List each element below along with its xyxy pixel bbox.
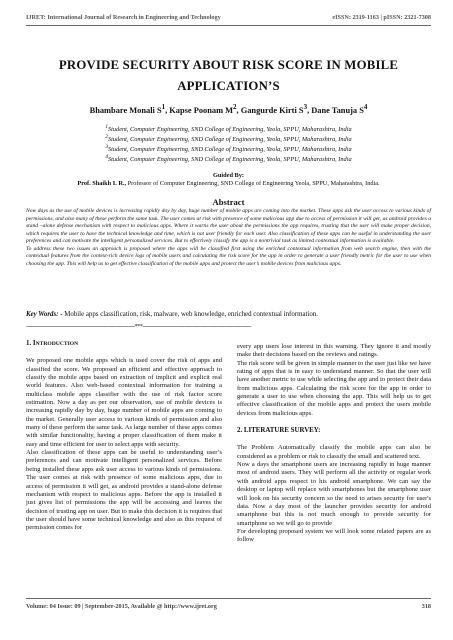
- affiliation-sup: 2: [105, 133, 109, 140]
- paper-title: [26, 55, 431, 97]
- right-column: [237, 343, 431, 545]
- author-2-sup: 2: [233, 103, 237, 111]
- author-4-sup: 4: [363, 103, 368, 111]
- intro-heading: [26, 340, 222, 348]
- affiliation-text: Student, Computer Engineering, SND College of Engineering, Yeola, SPPU, Maharashtra, India: [108, 135, 352, 143]
- keywords-text: Mobile apps classification, risk, malware, web knowledge, enriched contextual information.: [62, 311, 318, 318]
- keywords-label: Key Words: -: [26, 311, 63, 318]
- affiliation-text: Student, Computer Engineering, SND College of Engineering, Yeola, SPPU, Maharashtra, India: [108, 126, 352, 134]
- guided-label: Guided By:: [213, 172, 244, 179]
- page-footer: [26, 603, 431, 610]
- footer-volume: Volume: 04 Issue: 09 | September-2015, Available @ http://www.ijret.org: [26, 603, 217, 610]
- survey-heading: 2. LITERATURE SURVEY:: [237, 427, 321, 435]
- survey-paragraph-3: For developing proposed system we will look some related papers are as follow: [237, 527, 431, 544]
- journal-header: [26, 14, 431, 21]
- intro-heading-rest: NTRODUCTION: [35, 341, 79, 347]
- abstract-body: [26, 208, 431, 268]
- guide-affiliation: Professor of Computer Engineering, SND College of Engineering Yeola, SPPU, Maharashtra, India.: [126, 180, 380, 187]
- guide-line: [26, 180, 431, 188]
- footer-rule: [26, 598, 431, 599]
- intro-paragraph-4: The risk score will be given in simple manner to the user just like we have rating of apps that is in easy to understand manner. So that the user will have another metric to use while selecting the app and to protect their data from malicious apps. Calculating the risk score for the app in order to generate a user to use when choosing the app. This will help us to get effective classification of the mobile apps and protect the users mobile devices from malicious apps.: [237, 359, 431, 417]
- author-4: Dane Tanuja S: [311, 105, 364, 115]
- affiliation: [26, 124, 431, 134]
- keywords: [26, 311, 431, 318]
- affiliation-sup: 4: [105, 153, 109, 160]
- journal-name: IJRET: International Journal of Research in Engineering and Technology: [26, 14, 221, 21]
- affiliation-sup: 1: [105, 124, 109, 130]
- author-1: Bhambare Monali S: [89, 105, 162, 115]
- intro-paragraph-3: every app users lose interest in this warning. They ignore it and mostly make their decisions based on the reviews and ratings.: [237, 343, 431, 359]
- title-line-2: APPLICATION’S: [177, 79, 280, 93]
- author-3: Gangurde Kirti S: [240, 105, 304, 115]
- spacer: [237, 418, 431, 427]
- author-sep: ,: [307, 105, 312, 115]
- author-list: [26, 103, 431, 115]
- intro-paragraph-2: Also classification of these apps can be useful to understanding user’s preferences and can motivate intelligent personalized services. Before being installed these apps ask user access to various kinds of permissions. The user comes at risk with presence of some malicious apps, due to access of permission it will get, as android provides a stand-alone defense mechanism with respect to malicious apps. Before the app is installed it just gives list of permissions the app will be accessing and leaves the decision of trusting app on user. But to make this decision it is requires that the user should have some technical knowledge and also as this request of permission comes for: [26, 449, 222, 532]
- issn: eISSN: 2319-1163 | pISSN: 2321-7308: [332, 14, 431, 21]
- author-2: Kapse Poonam M: [169, 105, 234, 115]
- left-column: [26, 340, 222, 533]
- affiliation-text: Student, Computer Engineering, SND College of Engineering, Yeola, SPPU, Maharashtra, India: [108, 155, 352, 163]
- author-3-sup: 3: [303, 103, 308, 111]
- affiliation-sup: 3: [105, 143, 109, 150]
- affiliation: [26, 134, 431, 144]
- survey-paragraph-1: The Problem Automatically classify the mobile apps can also be considered as a problem or risk to classify the small and scattered text.: [237, 444, 431, 460]
- guided-by: [26, 172, 431, 188]
- survey-paragraph-2: Now a days the smartphone users are increasing rapidly in huge manner most of android users. They will perform all the activity or regular work with android apps respect to his android smartphone. We can say the desktop or laptop will replace with smartphones but the smartphone user will look on his security concern so the need to arises security for user's data. Now a day most of the launcher provides security for android smartphone but this is not much enough to provide security for smartphone so we will go to provide: [237, 461, 431, 527]
- author-1-sup: 1: [161, 103, 166, 111]
- abstract-heading: Abstract: [212, 197, 245, 207]
- affiliations: [26, 124, 431, 164]
- header-rule: [26, 25, 431, 26]
- affiliation-text: Student, Computer Engineering, SND College of Engineering, Yeola, SPPU, Maharashtra, India: [108, 145, 352, 153]
- intro-heading-first: I: [32, 340, 36, 347]
- intro-paragraph-1: We proposed one mobile apps which is used cover the risk of apps and classified the score. We proposed an efficient and effective approach to classify the mobile apps based on extraction of implicit and explicit real world features. Also web-based contextual information for training a multiclass mobile apps classifier with the use of risk factor score estimation. Now a day as per our observation, use of mobile devices is increasing rapidly day by day, huge number of mobile apps are coming to the market. Generally user access to various kinds of permission and also many of these perform the same task. As large number of these apps comes with similar functionality, having a proper classification of them make it easy and time efficient for user to select apps with security.: [26, 357, 222, 448]
- section-separator: --------------------------------------------------------------------***--------------------------------------------------------------------: [26, 324, 252, 330]
- title-line-1: PROVIDE SECURITY ABOUT RISK SCORE IN MOBILE: [58, 58, 399, 72]
- affiliation: [26, 144, 431, 154]
- page-number: 318: [421, 603, 431, 610]
- affiliation: [26, 154, 431, 164]
- abstract-paragraph-1: Now days as the use of mobile devices is increasing rapidly day by day, huge number of mobile apps are coming into the market. These apps ask the user access to various kinds of permissions, and also many of these perform the same task. The user comes at risk with presence of some malicious app due to access of permission it will get, as android provides a stand –alone defense mechanism with respect to malicious apps. Where it warns the user about the permissions the app requires, trusting that the user will make proper decision, which requires the user to have the technical knowledge and time, which is not user friendly for each user. Also classification of these apps can be useful in understanding the user preferences and can motivate the intelligent personalized services. But to effectively classify the app is a nontrivial task as limited contextual information is available.: [26, 208, 431, 245]
- guide-name: Prof. Shaikh I. R.,: [77, 180, 127, 187]
- abstract-paragraph-2: To address these two issues an approach is proposed where the apps will be classified first using the enriched contextual information from web search engine, then with the contextual features from the context-rich device logs of mobile users and calculating the risk score for the app in order to generate a user friendly metric for the user to use when choosing the app. This will help us to get effective classification of the mobile apps and protect the user’s mobile devices from malicious apps.: [26, 245, 431, 267]
- author-sep: ,: [165, 105, 170, 115]
- intro-number: 1.: [26, 340, 33, 347]
- author-sep: ,: [236, 105, 241, 115]
